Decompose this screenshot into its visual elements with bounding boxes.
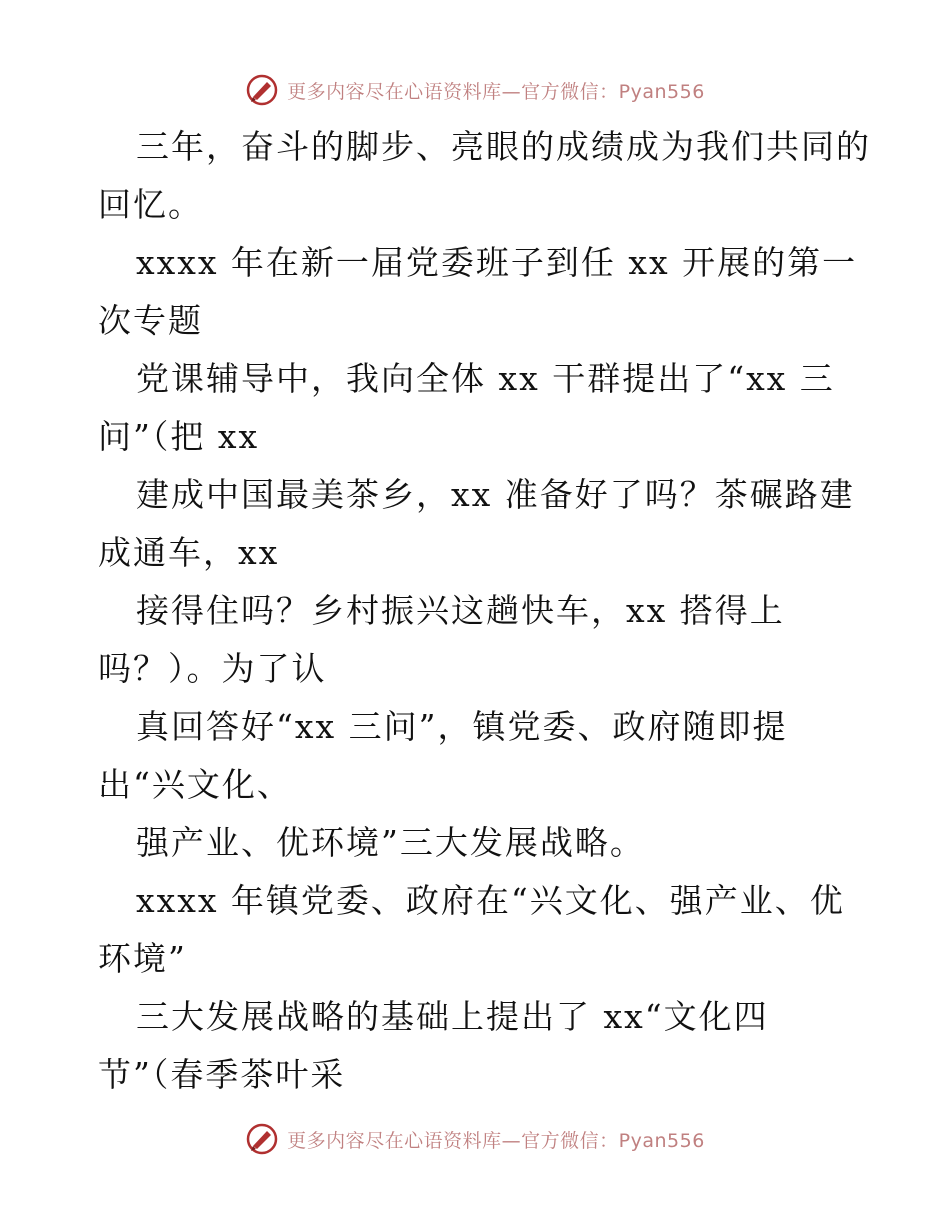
- paragraph-line: 党课辅导中，我向全体 xx 干群提出了“xx 三: [136, 359, 835, 398]
- paragraph-line: 次专题: [98, 301, 203, 340]
- paragraph-line: 问”（把 xx: [98, 417, 260, 456]
- footer-banner-text: 更多内容尽在心语资料库—官方微信：Pyan556: [287, 1129, 705, 1152]
- paragraph-line: 节”（春季茶叶采: [98, 1055, 346, 1094]
- paragraph-line: 建成中国最美茶乡，xx 准备好了吗？茶碾路建: [136, 475, 855, 514]
- paragraph-line: 回忆。: [98, 185, 203, 224]
- paragraph-line: 环境”: [98, 939, 187, 978]
- paragraph-line: 强产业、优环境”三大发展战略。: [136, 823, 645, 862]
- paragraph-line: 三大发展战略的基础上提出了 xx“文化四: [136, 997, 769, 1036]
- header-banner-text: 更多内容尽在心语资料库—官方微信：Pyan556: [287, 80, 705, 103]
- footer-banner: [0, 1119, 950, 1159]
- pen-logo-icon: [245, 1122, 279, 1156]
- paragraph-line: 真回答好“xx 三问”，镇党委、政府随即提: [136, 707, 788, 746]
- paragraph-line: xxxx 年镇党委、政府在“兴文化、强产业、优: [136, 881, 845, 920]
- paragraph-line: 接得住吗？乡村振兴这趟快车，xx 搭得上: [136, 591, 785, 630]
- paragraph-line: xxxx 年在新一届党委班子到任 xx 开展的第一: [136, 243, 858, 282]
- pen-logo-icon: [245, 73, 279, 107]
- header-banner: [0, 70, 950, 110]
- paragraph-line: 吗？）。为了认: [98, 649, 327, 688]
- paragraph-line: 成通车，xx: [98, 533, 280, 572]
- paragraph-line: 三年，奋斗的脚步、亮眼的成绩成为我们共同的: [136, 127, 871, 166]
- document-body: [98, 118, 871, 1104]
- paragraph-line: 出“兴文化、: [98, 765, 292, 804]
